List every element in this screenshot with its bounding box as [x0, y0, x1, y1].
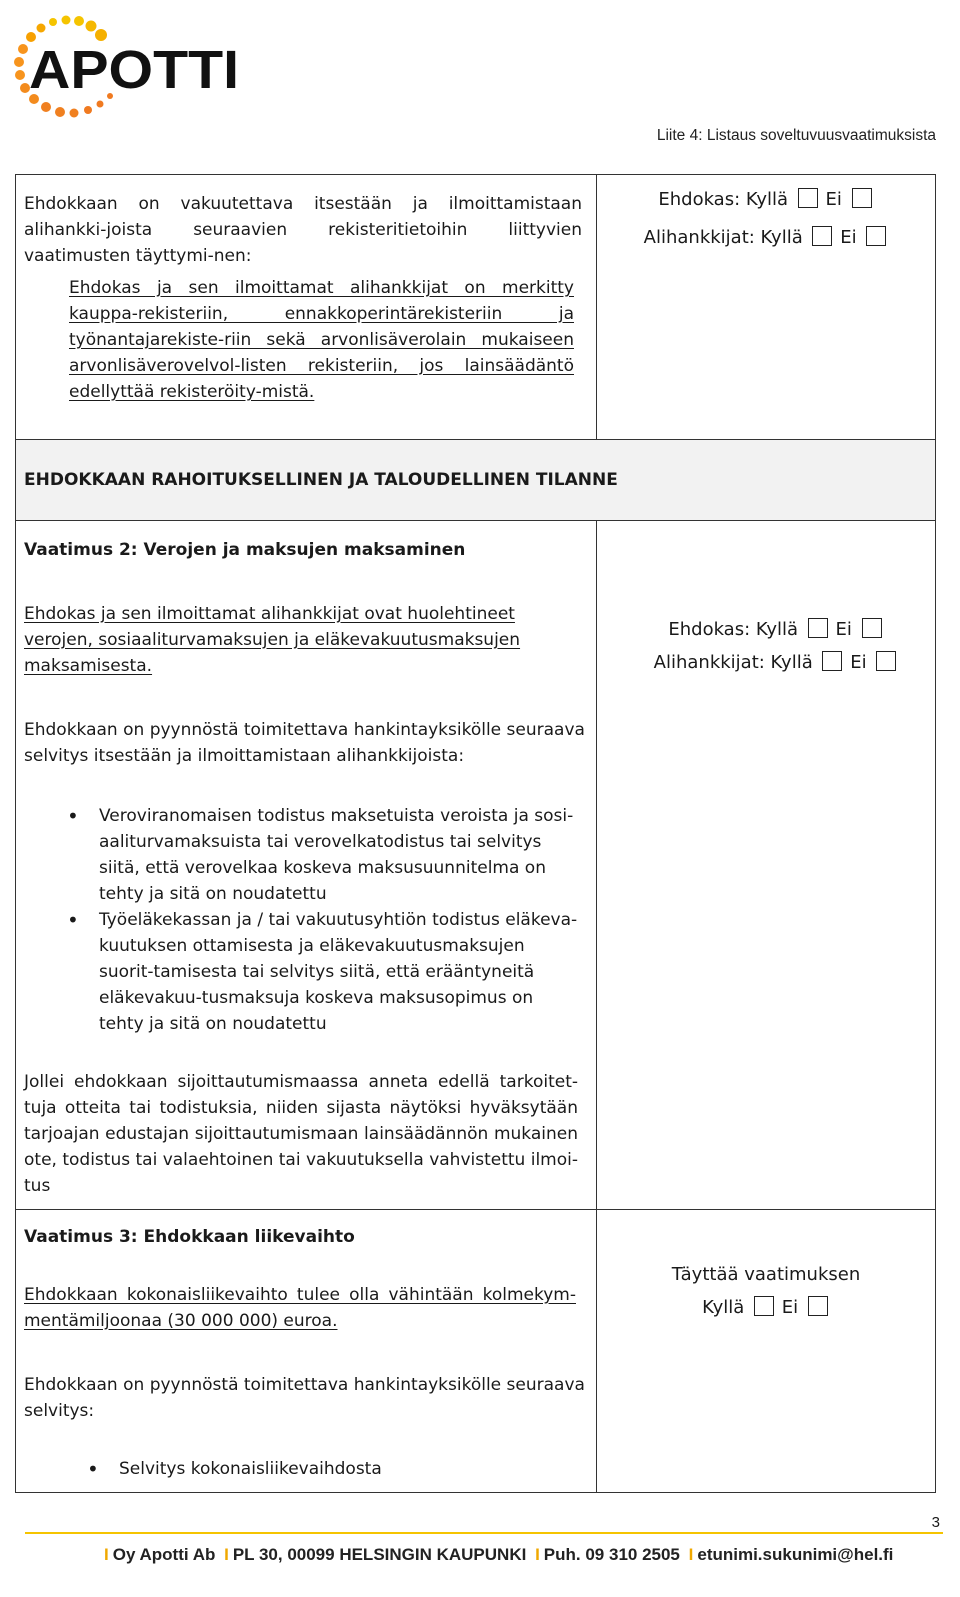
list-item: • Veroviranomaisen todistus maksetuista veroista ja sosi-aaliturvamaksuista tai verovelkatodistus tai selvitys siitä, että verovelkaa koskeva maksusuunnitelma on tehty ja sitä on noudatettu	[99, 803, 580, 907]
alihankkijat-yes-checkbox[interactable]	[812, 226, 832, 246]
answer-cell	[597, 175, 936, 440]
requirement-3-title: Vaatimus 3: Ehdokkaan liikevaihto	[24, 1227, 355, 1247]
requirement-2-title: Vaatimus 2: Verojen ja maksujen maksaminen	[24, 540, 466, 560]
requirement-2-explanation: Ehdokkaan on pyynnöstä toimitettava hankintayksikölle seuraava selvitys itsestään ja ilmoittamistaan alihankkijoista:	[24, 720, 585, 766]
requirement-cell	[16, 1210, 597, 1493]
section-title: EHDOKKAAN RAHOITUKSELLINEN JA TALOUDELLINEN TILANNE	[24, 470, 618, 490]
alihankkijat-answer	[597, 219, 935, 257]
footer-separator: I	[224, 1545, 229, 1564]
ei-label: Ei	[781, 1297, 799, 1318]
footer-separator: I	[688, 1545, 694, 1564]
kylla-label: Kyllä	[702, 1297, 745, 1318]
answer-cell	[597, 1210, 936, 1493]
requirement-2-text: Ehdokas ja sen ilmoittamat alihankkijat ovat huolehtineet verojen, sosiaaliturvamaksujen ja eläkevakuutusmaksujen maksamisesta.	[24, 604, 521, 676]
footer-address: PL 30, 00099 HELSINGIN KAUPUNKI	[232, 1545, 527, 1564]
ei-label: Ei	[850, 652, 867, 673]
ei-label: Ei	[840, 227, 857, 248]
alihankkijat-no-checkbox[interactable]	[866, 226, 886, 246]
footer-company: Oy Apotti Ab	[112, 1545, 216, 1564]
answer-cell	[597, 521, 936, 1210]
ei-label: Ei	[835, 619, 852, 640]
fulfills-no-checkbox[interactable]	[808, 1296, 828, 1316]
requirement-3-document-list	[24, 1456, 588, 1482]
ehdokas-answer	[617, 613, 935, 646]
requirement-cell	[16, 175, 597, 440]
requirement-3-explanation: Ehdokkaan on pyynnöstä toimitettava hankintayksikölle seuraava selvitys:	[24, 1375, 585, 1421]
requirement-3-text: Ehdokkaan kokonaisliikevaihto tulee olla vähintään kolmekym-mentämiljoonaa (30 000 000) euroa.	[24, 1285, 576, 1331]
section-header-cell	[16, 440, 936, 521]
alihankkijat-yes-checkbox[interactable]	[822, 651, 842, 671]
table-row	[16, 1210, 936, 1493]
ehdokas-no-checkbox[interactable]	[862, 618, 882, 638]
registry-requirement-text: Ehdokas ja sen ilmoittamat alihankkijat on merkitty kauppa-rekisteriin, ennakkoperintärekisteriin ja työnantajarekiste-riin sekä arvonlisäverolain mukaiseen arvonlisäverovelvol-listen rekisteriin, jos lainsäädäntö edellyttää rekisteröity-mistä.	[69, 278, 574, 402]
list-item: • Työeläkekassan ja / tai vakuutusyhtiön todistus eläkeva-kuutuksen ottamisesta ja eläkevakuutusmaksujen suorit-tamisesta tai selvitys siitä, että erääntyneitä eläkevakuu-tusmaksuja koskeva maksusopimus on tehty ja sitä on noudatettu	[99, 907, 580, 1037]
alihankkijat-label: Alihankkijat: Kyllä	[643, 227, 803, 248]
ehdokas-no-checkbox[interactable]	[852, 188, 872, 208]
alihankkijat-no-checkbox[interactable]	[876, 651, 896, 671]
section-row	[16, 440, 936, 521]
footer-divider	[25, 1532, 943, 1534]
fulfills-answer	[597, 1291, 935, 1324]
page-number: 3	[931, 1514, 940, 1531]
ei-label: Ei	[825, 189, 842, 210]
footer-separator: I	[535, 1545, 540, 1564]
ehdokas-label: Ehdokas: Kyllä	[658, 189, 789, 210]
requirement-2-document-list	[24, 803, 588, 1037]
ehdokas-yes-checkbox[interactable]	[808, 618, 828, 638]
ehdokas-answer	[597, 181, 935, 219]
footer-separator: I	[104, 1545, 109, 1564]
attachment-label: Liite 4: Listaus soveltuvuusvaatimuksista	[656, 127, 936, 144]
alihankkijat-answer	[617, 646, 935, 679]
registry-intro-text: Ehdokkaan on vakuutettava itsestään ja ilmoittamistaan alihankki-joista seuraavien rekisteritietoihin liittyvien vaatimusten täyttymi-nen:	[24, 194, 582, 266]
alihankkijat-label: Alihankkijat: Kyllä	[653, 652, 813, 673]
logo-wordmark: APOTTI	[29, 40, 239, 100]
fulfills-requirement-label: Täyttää vaatimuksen	[671, 1264, 861, 1285]
footer-email[interactable]: etunimi.sukunimi@hel.fi	[697, 1545, 894, 1564]
table-row	[16, 521, 936, 1210]
ehdokas-label: Ehdokas: Kyllä	[668, 619, 799, 640]
requirements-table	[15, 174, 936, 1493]
footer-contact	[100, 1545, 893, 1565]
apotti-logo	[6, 6, 246, 122]
table-row	[16, 175, 936, 440]
ehdokas-yes-checkbox[interactable]	[798, 188, 818, 208]
requirement-2-note: Jollei ehdokkaan sijoittautumismaassa anneta edellä tarkoitet-tuja otteita tai todistuksia, niiden sijasta näytöksi hyväksytään tarjoajan edustajan sijoittautumismaan lainsäädännön mukainen ote, todistus tai valaehtoinen tai vakuutuksella vahvistettu ilmoi-tus	[24, 1072, 578, 1196]
footer-phone: Puh. 09 310 2505	[543, 1545, 680, 1564]
fulfills-yes-checkbox[interactable]	[754, 1296, 774, 1316]
requirement-cell	[16, 521, 597, 1210]
list-item: • Selvitys kokonaisliikevaihdosta	[119, 1456, 588, 1482]
